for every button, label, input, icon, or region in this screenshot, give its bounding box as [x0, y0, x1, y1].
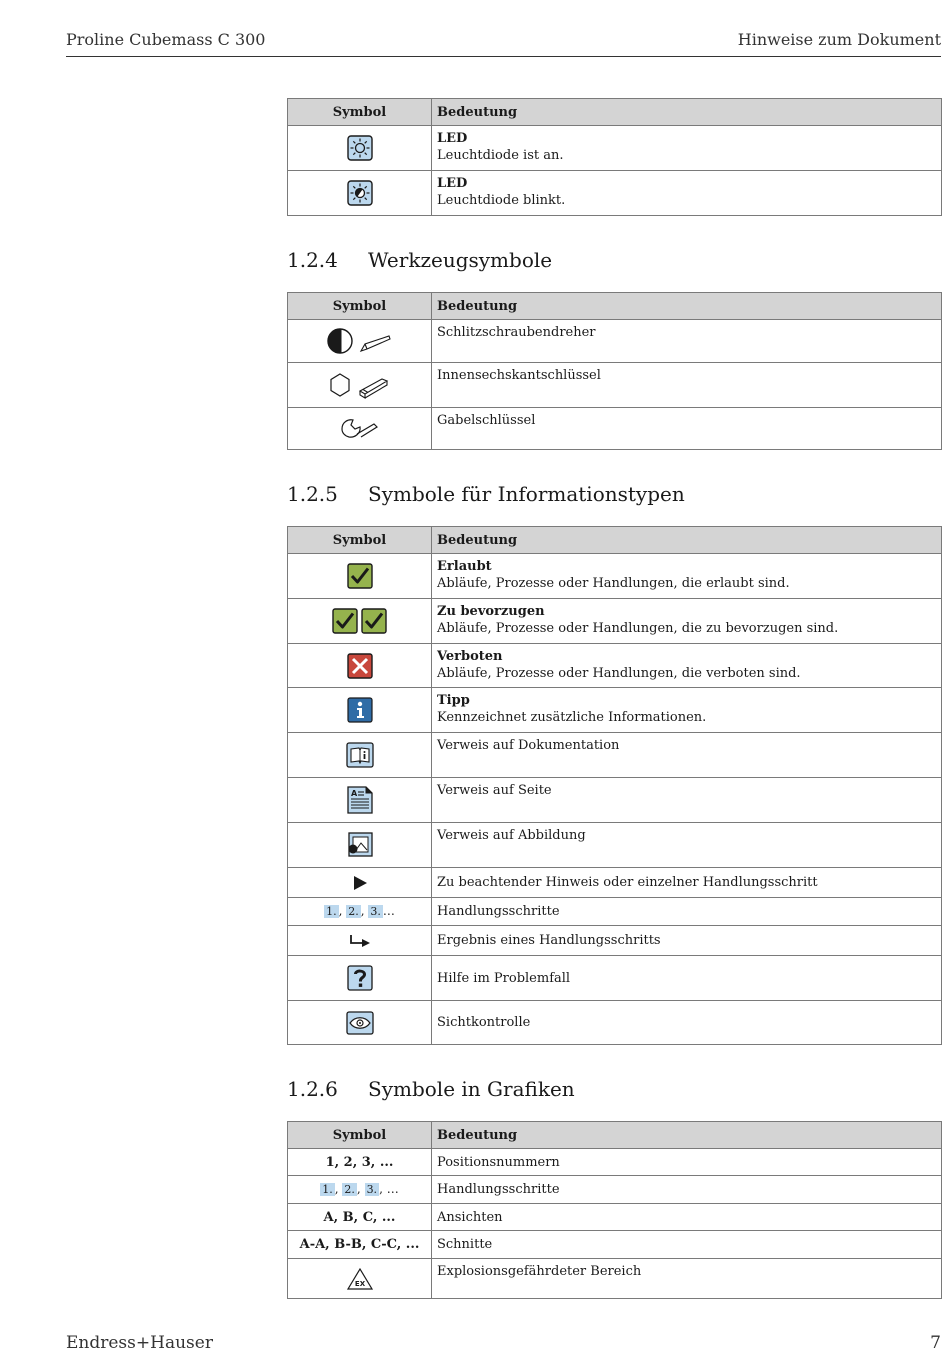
section-title: Werkzeugsymbole [368, 248, 553, 272]
position-numbers-symbol: 1, 2, 3, ... [288, 1149, 432, 1176]
info-preferred-text: Abläufe, Prozesse oder Handlungen, die zu bevorzugen sind. [437, 621, 839, 636]
info-preferred-title: Zu bevorzugen [437, 604, 545, 619]
col-meaning-header: Bedeutung [432, 293, 942, 320]
col-meaning-header: Bedeutung [432, 527, 942, 554]
table-row [288, 1259, 942, 1299]
table-row [288, 956, 942, 1001]
info-forbidden-text: Abläufe, Prozesse oder Handlungen, die verboten sind. [437, 666, 801, 681]
header-rule [66, 56, 941, 57]
double-check-icon [332, 608, 388, 634]
info-symbol-table [287, 526, 942, 1045]
led-on-icon [347, 135, 373, 161]
col-symbol-header: Symbol [288, 1122, 432, 1149]
info-figure-ref-text: Verweis auf Abbildung [432, 823, 942, 868]
graphics-sections-text: Schnitte [432, 1231, 942, 1259]
info-allowed-title: Erlaubt [437, 559, 492, 574]
step-number-badge: 1. [322, 1183, 333, 1196]
step-number-badge: 1. [326, 905, 337, 918]
section-title: Symbole für Informationstypen [368, 482, 685, 506]
led-on-title: LED [437, 131, 468, 146]
col-meaning-header: Bedeutung [432, 1122, 942, 1149]
views-symbol: A, B, C, ... [288, 1204, 432, 1231]
figure-reference-icon [346, 831, 374, 859]
table-row [288, 554, 942, 599]
col-meaning-header: Bedeutung [432, 99, 942, 126]
table-row [288, 320, 942, 363]
table-row [288, 171, 942, 216]
table-row [288, 926, 942, 956]
led-blink-icon [347, 180, 373, 206]
check-icon [347, 563, 373, 589]
col-symbol-header: Symbol [288, 527, 432, 554]
info-help-text: Hilfe im Problemfall [432, 956, 942, 1001]
step-number-badge: 2. [344, 1183, 355, 1196]
led-blink-title: LED [437, 176, 468, 191]
table-row: 1. , 2. , 3. … Handlungsschritte [288, 898, 942, 926]
section-title: Symbole in Grafiken [368, 1077, 575, 1101]
forbidden-x-icon [347, 653, 373, 679]
table-row [288, 733, 942, 778]
triangle-arrow-icon [352, 875, 368, 891]
svg-text:A: A [350, 789, 357, 798]
table-row [288, 599, 942, 644]
info-doc-ref-text: Verweis auf Dokumentation [432, 733, 942, 778]
graphics-position-text: Positionsnummern [432, 1149, 942, 1176]
info-visual-check-text: Sichtkontrolle [432, 1001, 942, 1045]
section-heading-graphics [287, 1077, 575, 1101]
step-number-badge: 2. [348, 905, 359, 918]
info-forbidden-title: Verboten [437, 649, 503, 664]
table-row [288, 688, 942, 733]
info-tip-text: Kennzeichnet zusätzliche Informationen. [437, 710, 707, 725]
table-row [288, 1231, 942, 1259]
footer-brand: Endress+Hauser [66, 1333, 213, 1353]
table-row [288, 363, 942, 408]
info-steps-text: Handlungsschritte [432, 898, 942, 926]
help-question-icon [347, 965, 373, 991]
table-row [288, 644, 942, 688]
table-row [288, 1204, 942, 1231]
ex-hazard-icon [346, 1267, 374, 1291]
led-on-text: Leuchtdiode ist an. [437, 148, 564, 163]
table-row [288, 823, 942, 868]
table-row [288, 778, 942, 823]
led-blink-text: Leuchtdiode blinkt. [437, 193, 566, 208]
info-result-text: Ergebnis eines Handlungsschritts [432, 926, 942, 956]
col-symbol-header: Symbol [288, 293, 432, 320]
table-row [288, 1149, 942, 1176]
col-symbol-header: Symbol [288, 99, 432, 126]
documentation-book-icon [346, 742, 374, 768]
graphics-symbol-table [287, 1121, 942, 1299]
table-row [288, 1001, 942, 1045]
graphics-steps-text: Handlungsschritte [432, 1176, 942, 1204]
flat-screwdriver-icon [327, 327, 393, 355]
header-section-name: Hinweise zum Dokument [737, 30, 941, 49]
graphics-views-text: Ansichten [432, 1204, 942, 1231]
eye-inspection-icon [346, 1011, 374, 1035]
page-number: 7 [930, 1333, 941, 1353]
page-reference-icon [347, 786, 373, 814]
table-row [288, 126, 942, 171]
allen-key-icon [327, 371, 393, 399]
info-hint-text: Zu beachtender Hinweis oder einzelner Handlungsschritt [432, 868, 942, 898]
tool-symbol-table [287, 292, 942, 450]
header-product-name: Proline Cubemass C 300 [66, 30, 266, 49]
step-number-badge: 3. [366, 1183, 378, 1196]
section-number: 1.2.6 [287, 1077, 338, 1101]
table-row [288, 408, 942, 450]
ex-hazard-icon-label: EX [354, 1279, 365, 1288]
info-icon [347, 697, 373, 723]
graphics-ex-area-text: Explosionsgefährdeter Bereich [432, 1259, 942, 1299]
section-heading-tools [287, 248, 552, 272]
open-end-wrench-icon [338, 415, 382, 443]
tool-screwdriver-text: Schlitzschraubendreher [432, 320, 942, 363]
info-allowed-text: Abläufe, Prozesse oder Handlungen, die erlaubt sind. [437, 576, 790, 591]
sections-symbol: A-A, B-B, C-C, ... [288, 1231, 432, 1259]
tool-wrench-text: Gabelschlüssel [432, 408, 942, 450]
section-number: 1.2.5 [287, 482, 338, 506]
table-row [288, 868, 942, 898]
step-number-badge: 3. [370, 905, 381, 918]
section-heading-info-types [287, 482, 685, 506]
table-row: 1. , 2. , 3. , … Handlungsschritte [288, 1176, 942, 1204]
result-arrow-icon [349, 934, 371, 948]
led-symbol-table [287, 98, 942, 216]
info-page-ref-text: Verweis auf Seite [432, 778, 942, 823]
info-tip-title: Tipp [437, 693, 470, 708]
tool-allen-key-text: Innensechskantschlüssel [432, 363, 942, 408]
section-number: 1.2.4 [287, 248, 338, 272]
